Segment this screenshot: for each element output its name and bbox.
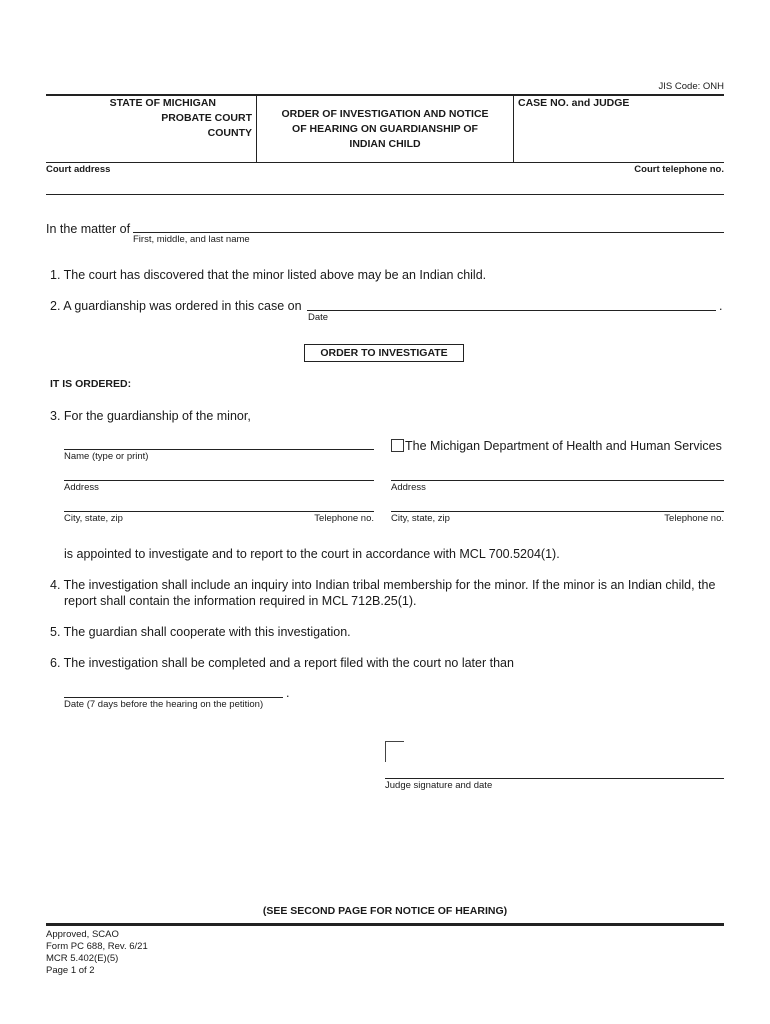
mdhhs-option-label: The Michigan Department of Health and Human Services	[405, 439, 722, 453]
order-to-investigate-heading: ORDER TO INVESTIGATE	[304, 344, 464, 362]
minor-name-field[interactable]	[133, 232, 724, 233]
phone-right-sublabel: Telephone no.	[664, 513, 724, 524]
case-no-label: CASE NO. and JUDGE	[518, 97, 630, 109]
jis-code: JIS Code: ONH	[658, 81, 724, 92]
address-left-sublabel: Address	[64, 482, 99, 493]
address-right-sublabel: Address	[391, 482, 426, 493]
it-is-ordered: IT IS ORDERED:	[50, 378, 132, 390]
court-label: PROBATE COURT	[161, 112, 252, 124]
judge-signature-field[interactable]	[385, 778, 724, 779]
appointed-text: is appointed to investigate and to report to the court in accordance with MCL 700.5204(1).	[64, 547, 560, 561]
form-title-line2: OF HEARING ON GUARDIANSHIP OF	[292, 123, 478, 135]
city-right-sublabel: City, state, zip	[391, 513, 450, 524]
form-number: Form PC 688, Rev. 6/21	[46, 941, 148, 952]
county-label: COUNTY	[207, 127, 252, 139]
minor-name-sublabel: First, middle, and last name	[133, 234, 250, 245]
header-top-rule	[46, 94, 724, 96]
report-date-period: .	[286, 686, 290, 700]
court-telephone-label: Court telephone no.	[634, 164, 724, 175]
guardianship-date-field[interactable]	[307, 310, 716, 311]
court-address-rule	[46, 194, 724, 195]
form-title-line1: ORDER OF INVESTIGATION AND NOTICE	[281, 108, 489, 120]
item-6: 6. The investigation shall be completed and a report filed with the court no later than	[50, 656, 514, 670]
investigator-name-sublabel: Name (type or print)	[64, 451, 149, 462]
state-label: STATE OF MICHIGAN	[109, 97, 216, 109]
header-bottom-rule	[46, 162, 724, 163]
court-address-label: Court address	[46, 164, 111, 175]
matter-label: In the matter of	[46, 222, 131, 236]
judge-signature-sublabel: Judge signature and date	[385, 780, 493, 791]
approved-scao: Approved, SCAO	[46, 929, 119, 940]
item-4-line1: 4. The investigation shall include an inquiry into Indian tribal membership for the minor. If the minor is an Indian child, the	[50, 578, 716, 592]
city-right-field[interactable]	[391, 511, 724, 512]
address-left-field[interactable]	[64, 480, 374, 481]
mcr-reference: MCR 5.402(E)(5)	[46, 953, 119, 964]
item-2: 2. A guardianship was ordered in this case on	[50, 299, 302, 313]
signature-corner-mark	[385, 741, 404, 762]
page-number: Page 1 of 2	[46, 965, 95, 976]
form-title-line3: INDIAN CHILD	[349, 138, 421, 150]
see-second-page-note: (SEE SECOND PAGE FOR NOTICE OF HEARING)	[262, 905, 508, 917]
city-left-sublabel: City, state, zip	[64, 513, 123, 524]
item-5: 5. The guardian shall cooperate with this investigation.	[50, 625, 351, 639]
item-1: 1. The court has discovered that the minor listed above may be an Indian child.	[50, 268, 487, 282]
footer-rule	[46, 923, 724, 926]
header-divider-left	[256, 95, 257, 163]
phone-left-sublabel: Telephone no.	[314, 513, 374, 524]
report-date-sublabel: Date (7 days before the hearing on the petition)	[64, 699, 264, 710]
city-left-field[interactable]	[64, 511, 374, 512]
item-4-line2: report shall contain the information required in MCL 712B.25(1).	[64, 594, 417, 608]
item-2-period: .	[719, 299, 723, 313]
address-right-field[interactable]	[391, 480, 724, 481]
item-3: 3. For the guardianship of the minor,	[50, 409, 251, 423]
report-date-field[interactable]	[64, 697, 283, 698]
guardianship-date-sublabel: Date	[308, 312, 329, 323]
mdhhs-checkbox[interactable]	[391, 439, 404, 452]
header-divider-right	[513, 95, 514, 163]
investigator-name-field[interactable]	[64, 449, 374, 450]
